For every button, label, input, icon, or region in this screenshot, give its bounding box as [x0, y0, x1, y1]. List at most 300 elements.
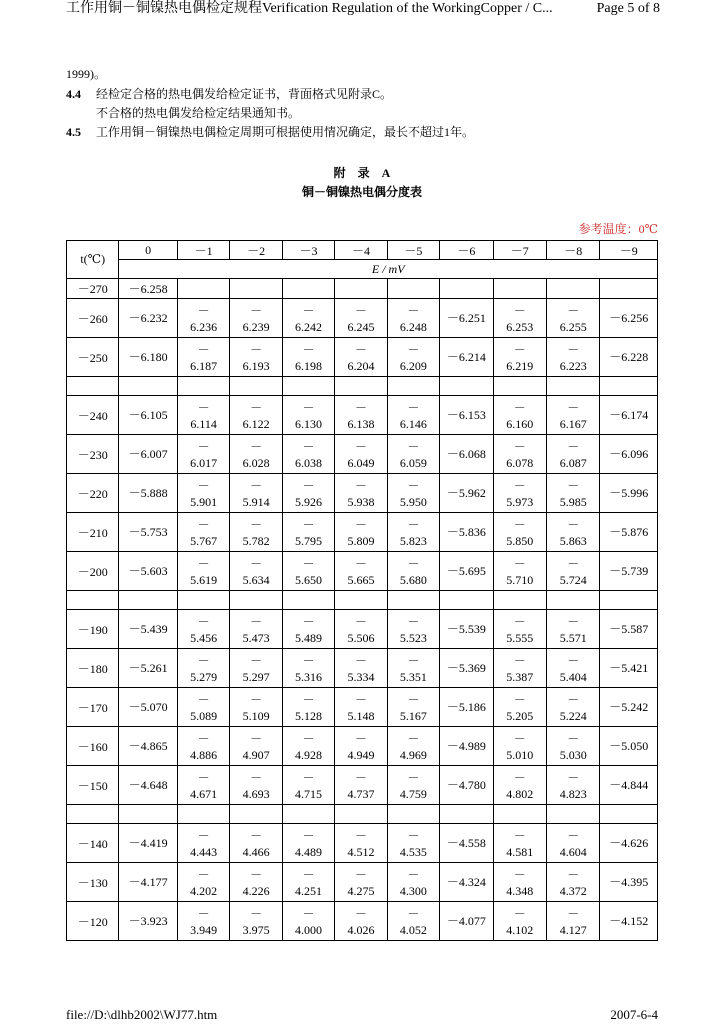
emf-cell [387, 474, 439, 513]
temperature-header: t(℃) [67, 241, 119, 279]
emf-magnitude: 6.017 [190, 456, 218, 470]
emf-value: －6.256 [609, 311, 649, 325]
split-value [230, 299, 281, 337]
appendix-label: 附 录 A [333, 166, 391, 180]
emf-value: －5.050 [609, 739, 649, 753]
clause-number: 4.4 [66, 87, 81, 101]
split-value [178, 396, 229, 434]
emf-magnitude: 6.204 [347, 359, 375, 373]
split-value [230, 688, 281, 726]
split-value [547, 396, 599, 434]
emf-cell [546, 338, 599, 377]
emf-magnitude: 6.239 [242, 320, 270, 334]
page-header [66, 0, 660, 18]
emf-cell [387, 610, 439, 649]
emf-cell [119, 688, 177, 727]
minus-sign: － [513, 557, 526, 571]
table-spacer-row [67, 591, 658, 610]
emf-magnitude: 4.443 [190, 845, 218, 859]
emf-magnitude: 5.863 [559, 534, 587, 548]
appendix-title: 铜－铜镍热电偶分度表 [301, 185, 422, 199]
table-row [67, 649, 658, 688]
emf-magnitude: 5.724 [559, 573, 587, 587]
emf-cell [230, 766, 282, 805]
emf-cell [600, 610, 658, 649]
split-value [230, 610, 281, 648]
empty-cell [230, 805, 282, 824]
temperature-cell: －200 [67, 552, 119, 591]
emf-cell [230, 474, 282, 513]
minus-sign: － [407, 615, 420, 629]
split-value [494, 474, 546, 512]
emf-cell [177, 474, 229, 513]
minus-sign: － [354, 868, 367, 882]
emf-cell [335, 766, 387, 805]
emf-magnitude: 6.160 [506, 417, 534, 431]
empty-cell [335, 805, 387, 824]
emf-cell [493, 474, 546, 513]
emf-cell [119, 610, 177, 649]
emf-cell [387, 513, 439, 552]
emf-cell [335, 902, 387, 941]
emf-magnitude: 4.489 [295, 845, 323, 859]
minus-sign: － [513, 304, 526, 318]
minus-sign: － [250, 615, 263, 629]
emf-cell [282, 474, 334, 513]
emf-cell [387, 299, 439, 338]
minus-sign: － [197, 907, 210, 921]
split-value [283, 610, 334, 648]
emf-cell [177, 649, 229, 688]
emf-cell [440, 396, 493, 435]
split-value [388, 474, 439, 512]
emf-cell [440, 863, 493, 902]
emf-magnitude: 4.300 [399, 884, 427, 898]
minus-sign: － [302, 693, 315, 707]
empty-cell [119, 591, 177, 610]
minus-sign: － [567, 557, 580, 571]
emf-cell [440, 299, 493, 338]
emf-magnitude: 5.128 [295, 709, 323, 723]
split-value [388, 299, 439, 337]
emf-magnitude: 5.167 [399, 709, 427, 723]
minus-sign: － [567, 518, 580, 532]
clause-text: 工作用铜－铜镍热电偶检定周期可根据使用情况确定，最长不超过1年。 [96, 125, 475, 139]
split-value [547, 727, 599, 765]
emf-value: －4.419 [128, 836, 168, 850]
emf-magnitude: 5.334 [347, 670, 375, 684]
emf-cell [335, 435, 387, 474]
emf-magnitude: 4.581 [506, 845, 534, 859]
minus-sign: － [513, 615, 526, 629]
emf-value: －4.648 [128, 778, 168, 792]
minus-sign: － [354, 343, 367, 357]
minus-sign: － [197, 479, 210, 493]
split-value [230, 824, 281, 862]
emf-cell [335, 513, 387, 552]
emf-magnitude: 5.901 [190, 495, 218, 509]
split-value [388, 610, 439, 648]
minus-sign: － [302, 518, 315, 532]
split-value [335, 552, 386, 590]
emf-cell [230, 435, 282, 474]
emf-cell [387, 902, 439, 941]
minus-sign: － [302, 479, 315, 493]
emf-magnitude: 4.693 [242, 787, 270, 801]
split-value [283, 727, 334, 765]
emf-cell [282, 552, 334, 591]
minus-sign: － [197, 518, 210, 532]
minus-sign: － [250, 304, 263, 318]
emf-cell [600, 688, 658, 727]
minus-sign: － [197, 868, 210, 882]
split-value [230, 727, 281, 765]
emf-cell [282, 863, 334, 902]
emf-magnitude: 4.052 [399, 923, 427, 937]
emf-value: －6.096 [609, 447, 649, 461]
emf-cell [119, 727, 177, 766]
emf-value: －6.068 [446, 447, 486, 461]
emf-cell [119, 766, 177, 805]
split-value [547, 688, 599, 726]
emf-magnitude: 5.782 [242, 534, 270, 548]
emf-cell [600, 338, 658, 377]
emf-magnitude: 4.000 [295, 923, 323, 937]
table-row [67, 727, 658, 766]
split-value [547, 338, 599, 376]
emf-cell [600, 824, 658, 863]
minus-sign: － [197, 401, 210, 415]
emf-value: －5.369 [446, 661, 486, 675]
split-value [230, 435, 281, 473]
emf-value: －5.836 [446, 525, 486, 539]
split-value [494, 688, 546, 726]
emf-cell [600, 552, 658, 591]
emf-cell [440, 552, 493, 591]
emf-cell [177, 338, 229, 377]
emf-cell [600, 435, 658, 474]
minus-sign: － [567, 304, 580, 318]
minus-sign: － [250, 518, 263, 532]
minus-sign: － [407, 304, 420, 318]
column-header: －9 [600, 241, 658, 260]
emf-cell [335, 338, 387, 377]
emf-cell [387, 649, 439, 688]
minus-sign: － [513, 518, 526, 532]
emf-cell [230, 649, 282, 688]
temperature-cell: －180 [67, 649, 119, 688]
emf-cell [440, 279, 493, 299]
emf-value: －6.007 [128, 447, 168, 461]
split-value [178, 902, 229, 940]
minus-sign: － [407, 557, 420, 571]
emf-value: －6.153 [446, 408, 486, 422]
minus-sign: － [250, 829, 263, 843]
split-value [178, 688, 229, 726]
split-value [230, 766, 281, 804]
emf-value: －4.865 [128, 739, 168, 753]
emf-value: －4.152 [609, 914, 649, 928]
empty-cell [335, 377, 387, 396]
temperature-cell: －160 [67, 727, 119, 766]
empty-cell [440, 377, 493, 396]
emf-magnitude: 5.665 [347, 573, 375, 587]
emf-magnitude: 6.242 [295, 320, 323, 334]
split-value [283, 435, 334, 473]
minus-sign: － [407, 343, 420, 357]
reference-temperature: 参考温度：0℃ [578, 222, 658, 236]
minus-sign: － [354, 771, 367, 785]
emf-magnitude: 4.928 [295, 748, 323, 762]
empty-cell [67, 805, 119, 824]
table-row [67, 338, 658, 377]
minus-sign: － [407, 479, 420, 493]
emf-magnitude: 6.138 [347, 417, 375, 431]
split-value [388, 688, 439, 726]
emf-magnitude: 5.351 [399, 670, 427, 684]
emf-magnitude: 5.523 [399, 631, 427, 645]
emf-magnitude: 4.886 [190, 748, 218, 762]
emf-magnitude: 5.224 [559, 709, 587, 723]
emf-magnitude: 4.251 [295, 884, 323, 898]
empty-cell [177, 377, 229, 396]
minus-sign: － [302, 401, 315, 415]
column-header: －1 [177, 241, 229, 260]
emf-value: －5.695 [446, 564, 486, 578]
minus-sign: － [302, 615, 315, 629]
emf-magnitude: 5.109 [242, 709, 270, 723]
minus-sign: － [250, 401, 263, 415]
split-value [178, 338, 229, 376]
split-value [178, 513, 229, 551]
emf-cell [177, 863, 229, 902]
emf-cell [282, 513, 334, 552]
split-value [547, 299, 599, 337]
emf-magnitude: 4.907 [242, 748, 270, 762]
emf-cell [335, 688, 387, 727]
split-value [494, 824, 546, 862]
emf-cell [119, 649, 177, 688]
clause-4-5 [66, 125, 474, 139]
minus-sign: － [513, 907, 526, 921]
emf-cell [493, 766, 546, 805]
emf-value: －3.923 [128, 914, 168, 928]
emf-cell [546, 435, 599, 474]
emf-cell [387, 688, 439, 727]
emf-cell [440, 824, 493, 863]
emf-magnitude: 6.236 [190, 320, 218, 334]
minus-sign: － [354, 907, 367, 921]
emf-cell [282, 766, 334, 805]
table-row [67, 863, 658, 902]
minus-sign: － [354, 440, 367, 454]
empty-cell [546, 805, 599, 824]
emf-cell [440, 474, 493, 513]
table-row [67, 513, 658, 552]
split-value [547, 513, 599, 551]
split-value [178, 766, 229, 804]
emf-value: －5.186 [446, 700, 486, 714]
emf-cell [546, 727, 599, 766]
clause-4-4-line2 [96, 106, 300, 120]
emf-magnitude: 4.275 [347, 884, 375, 898]
split-value [335, 902, 386, 940]
minus-sign: － [407, 440, 420, 454]
table-row [67, 824, 658, 863]
split-value [494, 299, 546, 337]
minus-sign: － [407, 693, 420, 707]
empty-cell [230, 377, 282, 396]
emf-value: －6.214 [446, 350, 486, 364]
minus-sign: － [513, 654, 526, 668]
emf-magnitude: 6.198 [295, 359, 323, 373]
emf-cell [493, 727, 546, 766]
emf-cell [546, 552, 599, 591]
minus-sign: － [250, 440, 263, 454]
minus-sign: － [354, 654, 367, 668]
split-value [283, 338, 334, 376]
emf-cell [387, 435, 439, 474]
emf-magnitude: 4.202 [190, 884, 218, 898]
minus-sign: － [302, 771, 315, 785]
emf-cell [119, 513, 177, 552]
temperature-cell: －220 [67, 474, 119, 513]
minus-sign: － [567, 868, 580, 882]
emf-magnitude: 6.167 [559, 417, 587, 431]
emf-value: －5.070 [128, 700, 168, 714]
emf-magnitude: 6.187 [190, 359, 218, 373]
emf-cell [440, 513, 493, 552]
emf-cell [546, 863, 599, 902]
emf-cell [440, 435, 493, 474]
split-value [335, 649, 386, 687]
emf-magnitude: 5.089 [190, 709, 218, 723]
split-value [178, 610, 229, 648]
temperature-cell: －150 [67, 766, 119, 805]
emf-magnitude: 5.950 [399, 495, 427, 509]
minus-sign: － [197, 343, 210, 357]
minus-sign: － [407, 732, 420, 746]
emf-cell [177, 902, 229, 941]
paragraph-text: 1999)。 [66, 67, 106, 81]
temperature-cell: －130 [67, 863, 119, 902]
empty-cell [546, 377, 599, 396]
emf-magnitude: 5.650 [295, 573, 323, 587]
thermocouple-table [66, 240, 658, 941]
emf-cell [119, 824, 177, 863]
emf-magnitude: 5.809 [347, 534, 375, 548]
split-value [494, 513, 546, 551]
empty-cell [387, 377, 439, 396]
emf-cell [600, 766, 658, 805]
emf-value: －4.177 [128, 875, 168, 889]
emf-cell [600, 279, 658, 299]
emf-magnitude: 6.122 [242, 417, 270, 431]
paragraph-continuation [66, 67, 106, 81]
emf-cell [387, 863, 439, 902]
emf-cell [387, 396, 439, 435]
emf-magnitude: 4.823 [559, 787, 587, 801]
split-value [283, 513, 334, 551]
split-value [230, 902, 281, 940]
split-value [230, 552, 281, 590]
emf-cell [493, 649, 546, 688]
emf-cell [282, 610, 334, 649]
emf-value: －4.077 [446, 914, 486, 928]
emf-magnitude: 6.114 [190, 417, 217, 431]
split-value [283, 824, 334, 862]
emf-magnitude: 5.823 [399, 534, 427, 548]
temperature-cell: －250 [67, 338, 119, 377]
minus-sign: － [567, 401, 580, 415]
minus-sign: － [197, 829, 210, 843]
minus-sign: － [302, 440, 315, 454]
table-row [67, 474, 658, 513]
empty-cell [67, 377, 119, 396]
table-row [67, 688, 658, 727]
emf-value: －5.439 [128, 622, 168, 636]
split-value [494, 338, 546, 376]
table-unit-row [67, 260, 658, 279]
emf-magnitude: 6.253 [506, 320, 534, 334]
emf-cell [282, 902, 334, 941]
minus-sign: － [407, 868, 420, 882]
minus-sign: － [567, 479, 580, 493]
minus-sign: － [302, 557, 315, 571]
emf-cell [335, 863, 387, 902]
emf-cell [282, 727, 334, 766]
emf-magnitude: 5.148 [347, 709, 375, 723]
emf-cell [493, 863, 546, 902]
table-row [67, 610, 658, 649]
emf-magnitude: 5.634 [242, 573, 270, 587]
split-value [388, 863, 439, 901]
emf-cell [282, 649, 334, 688]
emf-value: －4.324 [446, 875, 486, 889]
emf-cell [282, 435, 334, 474]
empty-cell [546, 591, 599, 610]
footer-path: file://D:\dlhb2002\WJ77.htm [66, 1007, 218, 1022]
minus-sign: － [513, 771, 526, 785]
emf-magnitude: 4.026 [347, 923, 375, 937]
minus-sign: － [197, 304, 210, 318]
split-value [230, 863, 281, 901]
split-value [335, 474, 386, 512]
emf-value: －5.421 [609, 661, 649, 675]
emf-cell [119, 902, 177, 941]
temperature-cell: －230 [67, 435, 119, 474]
split-value [230, 649, 281, 687]
empty-cell [177, 591, 229, 610]
split-value [388, 902, 439, 940]
split-value [335, 610, 386, 648]
empty-cell [493, 377, 546, 396]
emf-magnitude: 5.619 [190, 573, 218, 587]
minus-sign: － [302, 654, 315, 668]
empty-cell [440, 805, 493, 824]
emf-cell [600, 863, 658, 902]
emf-value: －4.626 [609, 836, 649, 850]
emf-value: －5.587 [609, 622, 649, 636]
split-value [178, 552, 229, 590]
emf-cell [546, 299, 599, 338]
split-value [178, 824, 229, 862]
split-value [283, 474, 334, 512]
emf-cell [282, 824, 334, 863]
emf-magnitude: 3.949 [190, 923, 218, 937]
emf-magnitude: 6.223 [559, 359, 587, 373]
minus-sign: － [513, 868, 526, 882]
